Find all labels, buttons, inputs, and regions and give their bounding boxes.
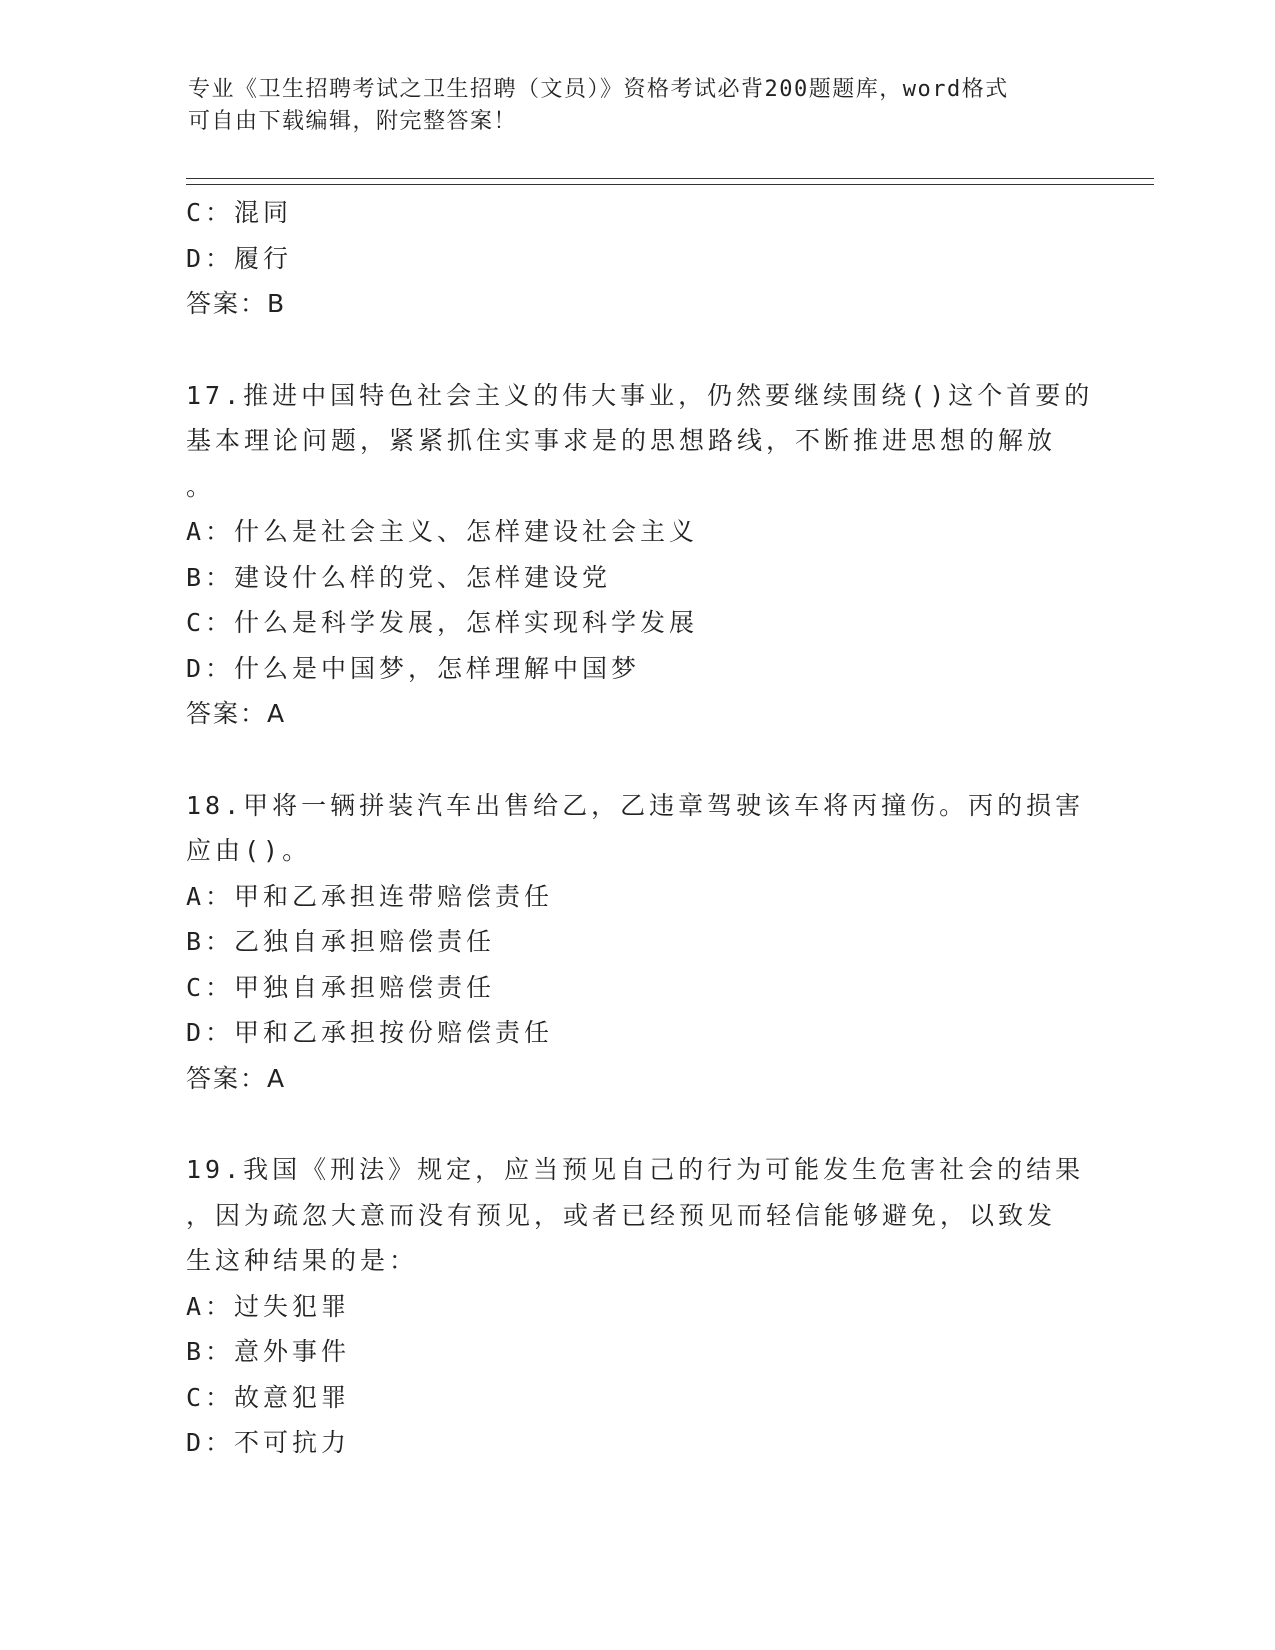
option-b: B：乙独自承担赔偿责任 xyxy=(186,927,496,956)
option-a: A：过失犯罪 xyxy=(186,1291,351,1321)
option-c: C：故意犯罪 xyxy=(186,1382,351,1412)
spacer xyxy=(186,737,1086,783)
question-19 xyxy=(186,1147,1086,1466)
option-c: C：混同 xyxy=(186,198,293,227)
option-d: D：什么是中国梦，怎样理解中国梦 xyxy=(186,653,641,683)
question-17 xyxy=(186,373,1094,737)
option-b: B：意外事件 xyxy=(186,1337,351,1366)
answer: 答案：B xyxy=(186,289,287,318)
document-body xyxy=(186,190,1094,1466)
question-text-line: ，因为疏忽大意而没有预见，或者已经预见而轻信能够避免，以致发 xyxy=(186,1200,1057,1230)
option-b: B：建设什么样的党、怎样建设党 xyxy=(186,562,612,592)
option-a: A：什么是社会主义、怎样建设社会主义 xyxy=(186,517,699,546)
answer: 答案：A xyxy=(186,1063,287,1093)
page-header xyxy=(188,74,1088,138)
question-16-tail xyxy=(186,190,1086,327)
header-line-2: 可自由下载编辑，附完整答案！ xyxy=(188,109,518,134)
answer: 答案：A xyxy=(186,699,287,728)
question-text-line: 。 xyxy=(186,471,216,501)
option-d: D：不可抗力 xyxy=(186,1428,351,1457)
question-text-line: 18.甲将一辆拼装汽车出售给乙，乙违章驾驶该车将丙撞伤。丙的损害 xyxy=(186,790,1085,820)
question-text-line: 应由()。 xyxy=(186,836,312,865)
question-text-line: 19.我国《刑法》规定，应当预见自己的行为可能发生危害社会的结果 xyxy=(186,1155,1085,1184)
option-d: D：履行 xyxy=(186,243,293,273)
question-text-line: 基本理论问题，紧紧抓住实事求是的思想路线，不断推进思想的解放 xyxy=(186,426,1057,455)
spacer xyxy=(186,1101,1086,1147)
option-a: A：甲和乙承担连带赔偿责任 xyxy=(186,881,554,911)
spacer xyxy=(186,327,1086,373)
option-c: C：甲独自承担赔偿责任 xyxy=(186,972,496,1002)
question-text-line: 生这种结果的是： xyxy=(186,1246,419,1275)
header-divider xyxy=(186,178,1154,185)
option-c: C：什么是科学发展，怎样实现科学发展 xyxy=(186,608,699,637)
question-text-line: 17.推进中国特色社会主义的伟大事业，仍然要继续围绕()这个首要的 xyxy=(186,380,1094,410)
header-line-1: 专业《卫生招聘考试之卫生招聘（文员）》资格考试必背200题题库，word格式 xyxy=(188,77,1009,102)
option-d: D：甲和乙承担按份赔偿责任 xyxy=(186,1018,554,1047)
question-18 xyxy=(186,783,1086,1102)
